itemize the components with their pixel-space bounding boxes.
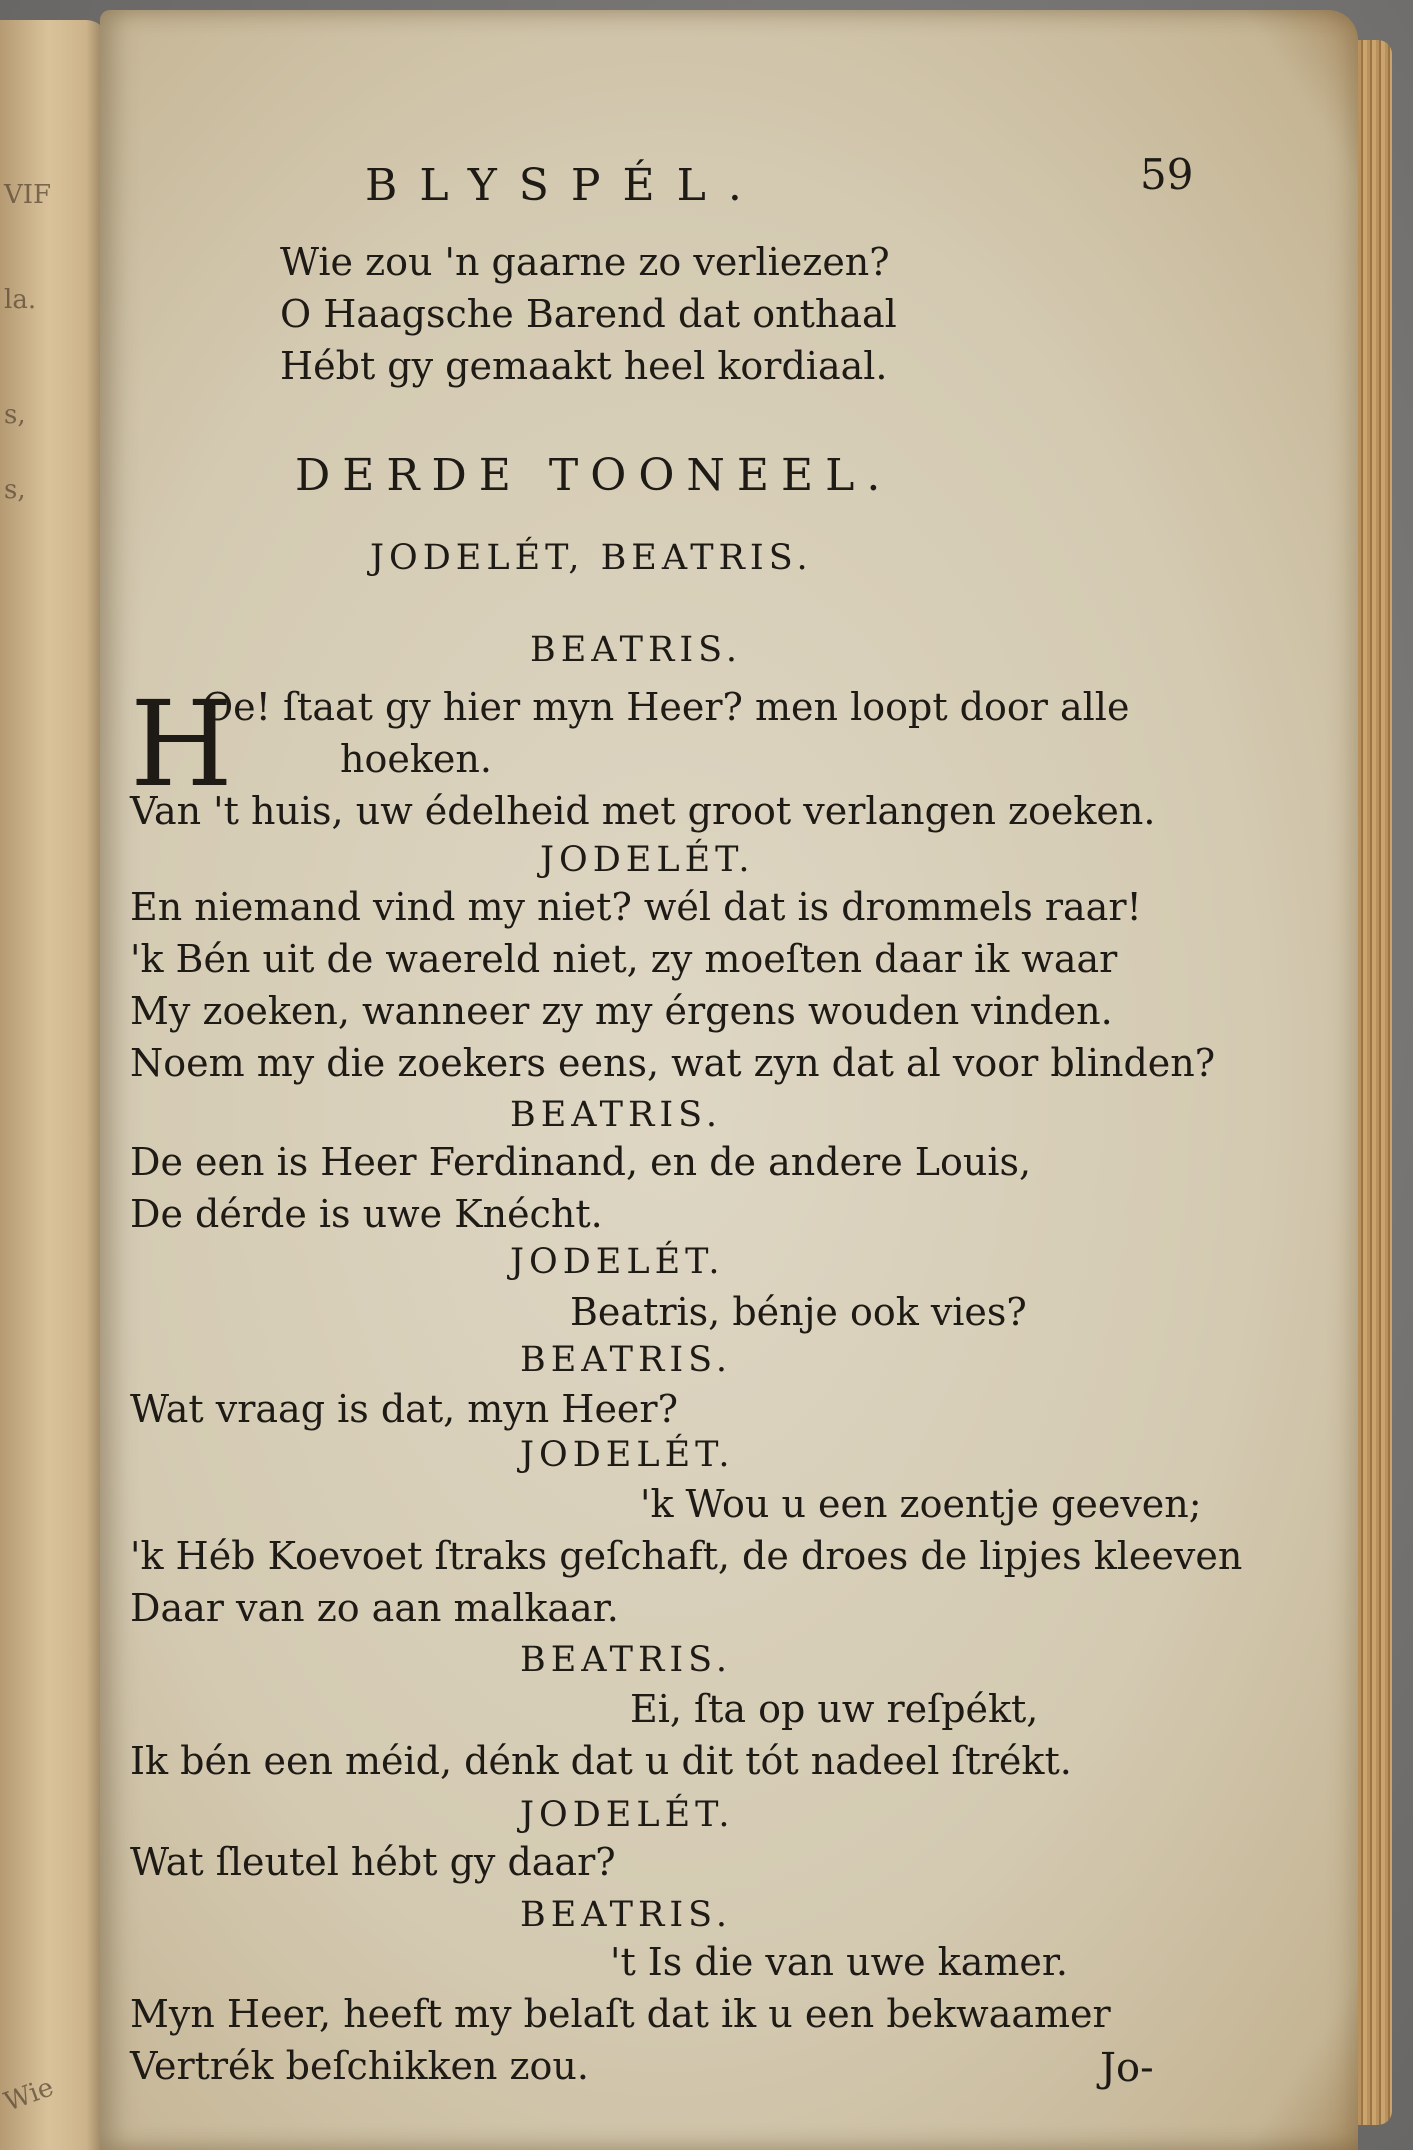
running-head: BLYSPÉL. xyxy=(365,160,764,211)
verse-line: Daar van zo aan malkaar. xyxy=(130,1586,619,1630)
left-fragment: la. xyxy=(4,285,37,315)
left-fragment: Wie xyxy=(0,2072,58,2118)
verse-line: Wat vraag is dat, myn Heer? xyxy=(130,1387,678,1431)
verse-line: Ei, ſta op uw reſpékt, xyxy=(630,1687,1039,1731)
catchword: Jo- xyxy=(1100,2045,1154,2091)
verse-line: Wie zou 'n gaarne zo verliezen? xyxy=(280,240,890,284)
drop-cap: H xyxy=(130,675,233,813)
scene-heading: DERDE TOONEEL. xyxy=(295,450,893,501)
verse-line: Myn Heer, heeft my belaſt dat ik u een bekwaamer xyxy=(130,1992,1111,2036)
left-fragment: s, xyxy=(4,400,26,430)
verse-line: Wat ſleutel hébt gy daar? xyxy=(130,1840,616,1884)
show-through-texture xyxy=(1140,360,1360,2060)
verse-line: hoeken. xyxy=(340,737,492,781)
left-fragment: VIF xyxy=(4,180,52,210)
left-fragment: s, xyxy=(4,475,26,505)
speaker-name: JODELÉT. xyxy=(520,1435,735,1475)
verse-line: En niemand vind my niet? wél dat is drommels raar! xyxy=(130,885,1142,929)
verse-line: Oe! ſtaat gy hier myn Heer? men loopt door alle xyxy=(202,685,1130,729)
verse-line: My zoeken, wanneer zy my érgens wouden vinden. xyxy=(130,989,1113,1033)
verse-line: De een is Heer Ferdinand, en de andere Louis, xyxy=(130,1140,1032,1184)
verse-line: Van 't huis, uw édelheid met groot verlangen zoeken. xyxy=(130,789,1156,833)
speaker-name: JODELÉT. xyxy=(540,840,755,880)
verse-line: 'k Bén uit de waereld niet, zy moeſten daar ik waar xyxy=(130,937,1118,981)
character-list: JODELÉT, BEATRIS. xyxy=(370,538,813,578)
speaker-name: BEATRIS. xyxy=(520,1340,733,1380)
verse-line: De dérde is uwe Knécht. xyxy=(130,1192,603,1236)
page-number: 59 xyxy=(1140,150,1194,199)
right-page xyxy=(100,10,1358,2150)
speaker-name: JODELÉT. xyxy=(510,1242,725,1282)
verse-line: Vertrék beſchikken zou. xyxy=(130,2044,589,2088)
verse-line: 't Is die van uwe kamer. xyxy=(610,1940,1068,1984)
speaker-name: BEATRIS. xyxy=(520,1640,733,1680)
speaker-name: BEATRIS. xyxy=(520,1895,733,1935)
verse-line: Hébt gy gemaakt heel kordiaal. xyxy=(280,344,888,388)
speaker-name: JODELÉT. xyxy=(520,1795,735,1835)
verse-line: Beatris, bénje ook vies? xyxy=(570,1290,1027,1334)
verse-line: O Haagsche Barend dat onthaal xyxy=(280,292,897,336)
speaker-name: BEATRIS. xyxy=(530,630,743,670)
speaker-name: BEATRIS. xyxy=(510,1095,723,1135)
verse-line: Ik bén een méid, dénk dat u dit tót nadeel ſtrékt. xyxy=(130,1739,1072,1783)
left-page-edge xyxy=(0,20,108,2150)
verse-line: 'k Héb Koevoet ſtraks geſchaft, de droes de lipjes kleeven xyxy=(130,1534,1243,1578)
verse-line: Noem my die zoekers eens, wat zyn dat al voor blinden? xyxy=(130,1041,1216,1085)
verse-line: 'k Wou u een zoentje geeven; xyxy=(640,1482,1202,1526)
